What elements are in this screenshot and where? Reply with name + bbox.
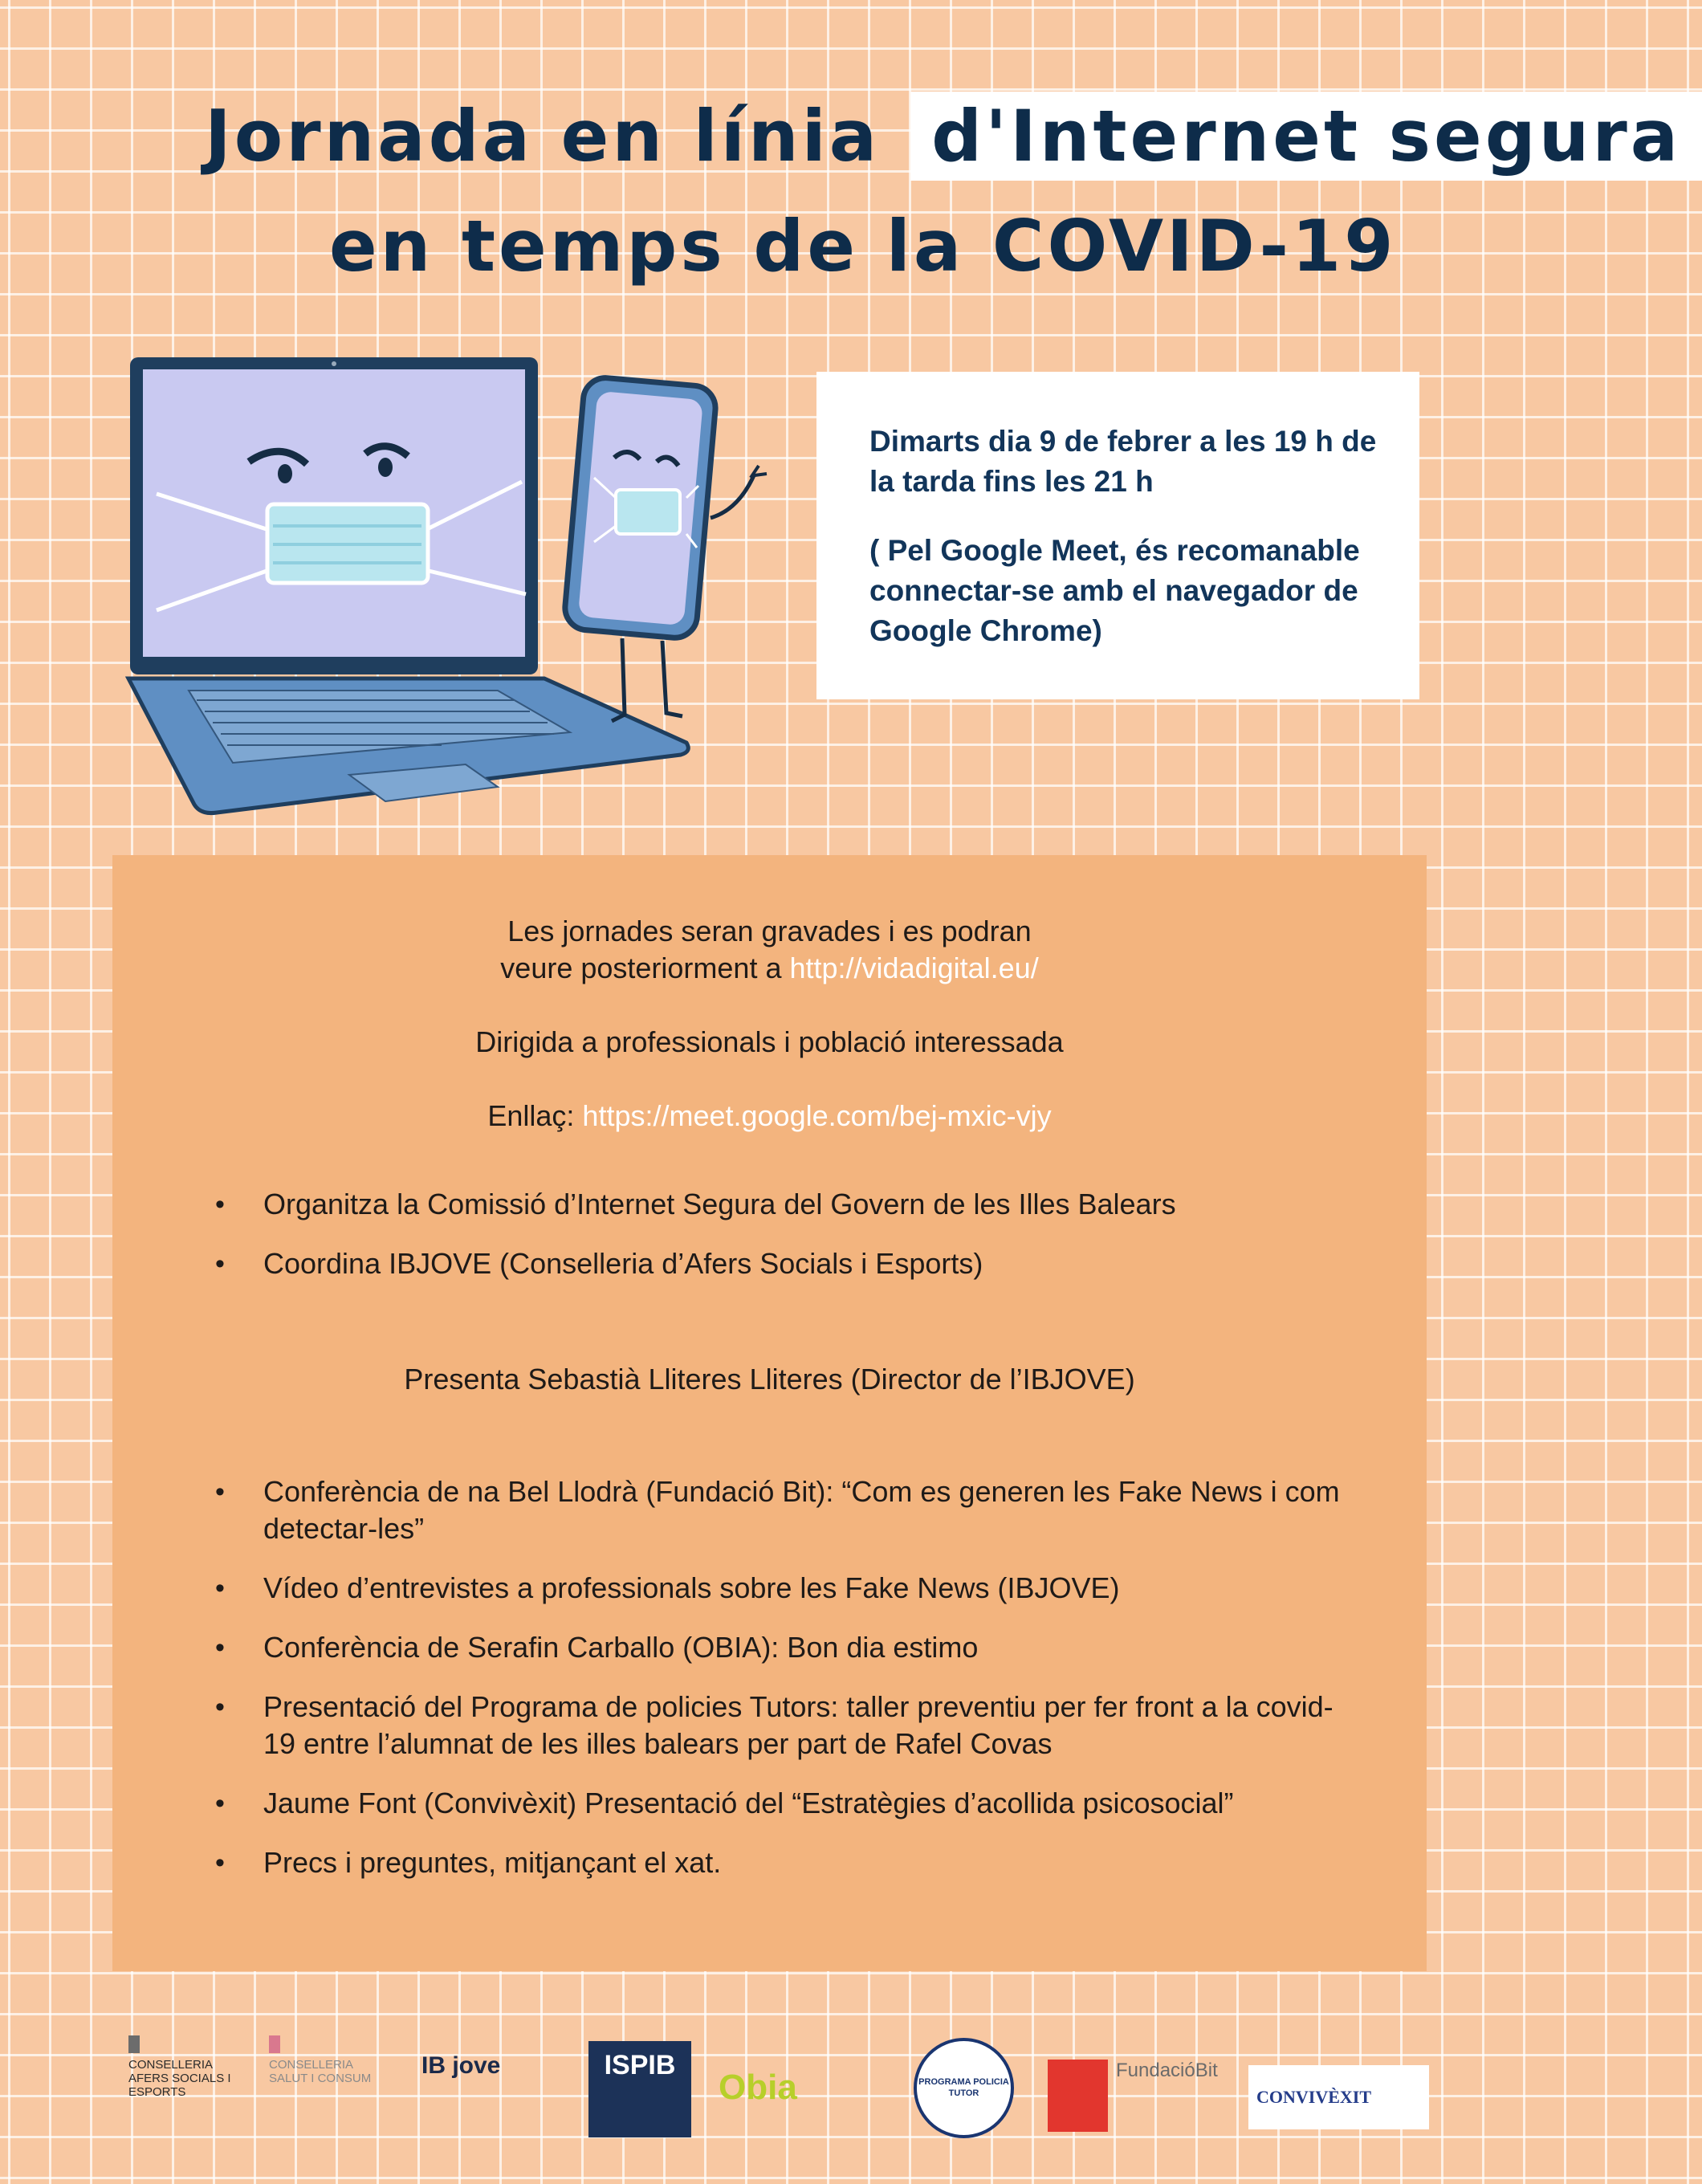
recording-line-2-wrap bbox=[112, 950, 1427, 987]
recording-line-2: veure posteriorment a bbox=[500, 951, 782, 984]
list-item: • Precs i preguntes, mitjançant el xat. bbox=[112, 1844, 1427, 1881]
meet-link-row bbox=[112, 1098, 1427, 1135]
bullet-icon: • bbox=[215, 1788, 225, 1819]
fundaciobit-logo: FundacióBit bbox=[1116, 2060, 1218, 2081]
meet-link[interactable]: https://meet.google.com/bej-mxic-vjy bbox=[582, 1099, 1052, 1132]
audience-text: Dirigida a professionals i població interessada bbox=[475, 1025, 1064, 1058]
fundaciobit-mark-icon bbox=[1048, 2060, 1108, 2132]
sponsor-logos bbox=[0, 2023, 1541, 2144]
smartphone-icon bbox=[564, 376, 767, 721]
list-item: • Coordina IBJOVE (Conselleria d’Afers Socials i Esports) bbox=[112, 1245, 1427, 1282]
bullet-icon: • bbox=[215, 1477, 225, 1507]
list-item: • Jaume Font (Convivèxit) Presentació del “Estratègies d’acollida psicosocial” bbox=[112, 1785, 1427, 1822]
list-item: • Vídeo d’entrevistes a professionals sobre les Fake News (IBJOVE) bbox=[112, 1570, 1427, 1607]
list-item: • Organitza la Comissió d’Internet Segura del Govern de les Illes Balears bbox=[112, 1186, 1427, 1223]
browser-note: ( Pel Google Meet, és recomanable connectar-se amb el navegador de Google Chrome) bbox=[869, 534, 1360, 647]
meet-link-label: Enllaç: bbox=[487, 1099, 575, 1132]
organizers-list bbox=[112, 1186, 1427, 1305]
list-item: • Conferència de Serafin Carballo (OBIA): Bon dia estimo bbox=[112, 1629, 1427, 1666]
poster-title bbox=[0, 0, 1682, 305]
bullet-icon: • bbox=[215, 1573, 225, 1603]
list-item: • Presentació del Programa de policies Tutors: taller preventiu per fer front a la covid-19 entre l’alumnat de les illes balears per part de Rafel Covas bbox=[215, 1690, 1334, 1760]
caib-emblem-icon bbox=[269, 2035, 280, 2053]
caib-emblem-icon bbox=[128, 2035, 140, 2053]
vidadigital-link[interactable]: http://vidadigital.eu/ bbox=[789, 951, 1039, 984]
masked-devices-illustration bbox=[120, 337, 811, 819]
title-line-1 bbox=[205, 95, 1702, 177]
list-item: • Conferència de na Bel Llodrà (Fundació Bit): “Com es generen les Fake News i com detectar-les” bbox=[215, 1475, 1340, 1545]
obia-logo: Obia bbox=[719, 2068, 797, 2107]
program-panel bbox=[112, 855, 1427, 1971]
event-date: Dimarts dia 9 de febrer a les 19 h de la tarda fins les 21 h bbox=[869, 425, 1377, 498]
bullet-icon: • bbox=[215, 1189, 225, 1220]
caib-salut-logo: CONSELLERIA SALUT I CONSUM bbox=[269, 2035, 389, 2085]
event-info-box bbox=[816, 372, 1419, 699]
bullet-icon: • bbox=[215, 1249, 225, 1279]
caib-social-logo: CONSELLERIA AFERS SOCIALS I ESPORTS bbox=[128, 2035, 249, 2099]
title-line-1-text: Jornada en línia bbox=[205, 95, 881, 177]
bullet-icon: • bbox=[215, 1848, 225, 1878]
title-line-2: en temps de la COVID-19 bbox=[329, 205, 1397, 287]
ispib-logo: ISPIB bbox=[588, 2041, 691, 2137]
program-list bbox=[112, 1473, 1427, 1904]
title-highlight: d'Internet segura bbox=[910, 92, 1702, 181]
ibjove-logo: IB jove bbox=[421, 2052, 501, 2079]
recording-line-1: Les jornades seran gravades i es podran bbox=[507, 915, 1032, 947]
bullet-icon: • bbox=[215, 1632, 225, 1663]
policia-tutor-logo: PROGRAMA POLICIA TUTOR bbox=[914, 2038, 1014, 2138]
bullet-icon: • bbox=[215, 1692, 225, 1722]
convivexit-logo: CONVIVÈXIT bbox=[1248, 2065, 1429, 2129]
recording-notice bbox=[112, 913, 1427, 987]
presenter-text: Presenta Sebastià Lliteres Lliteres (Director de l’IBJOVE) bbox=[404, 1363, 1135, 1396]
